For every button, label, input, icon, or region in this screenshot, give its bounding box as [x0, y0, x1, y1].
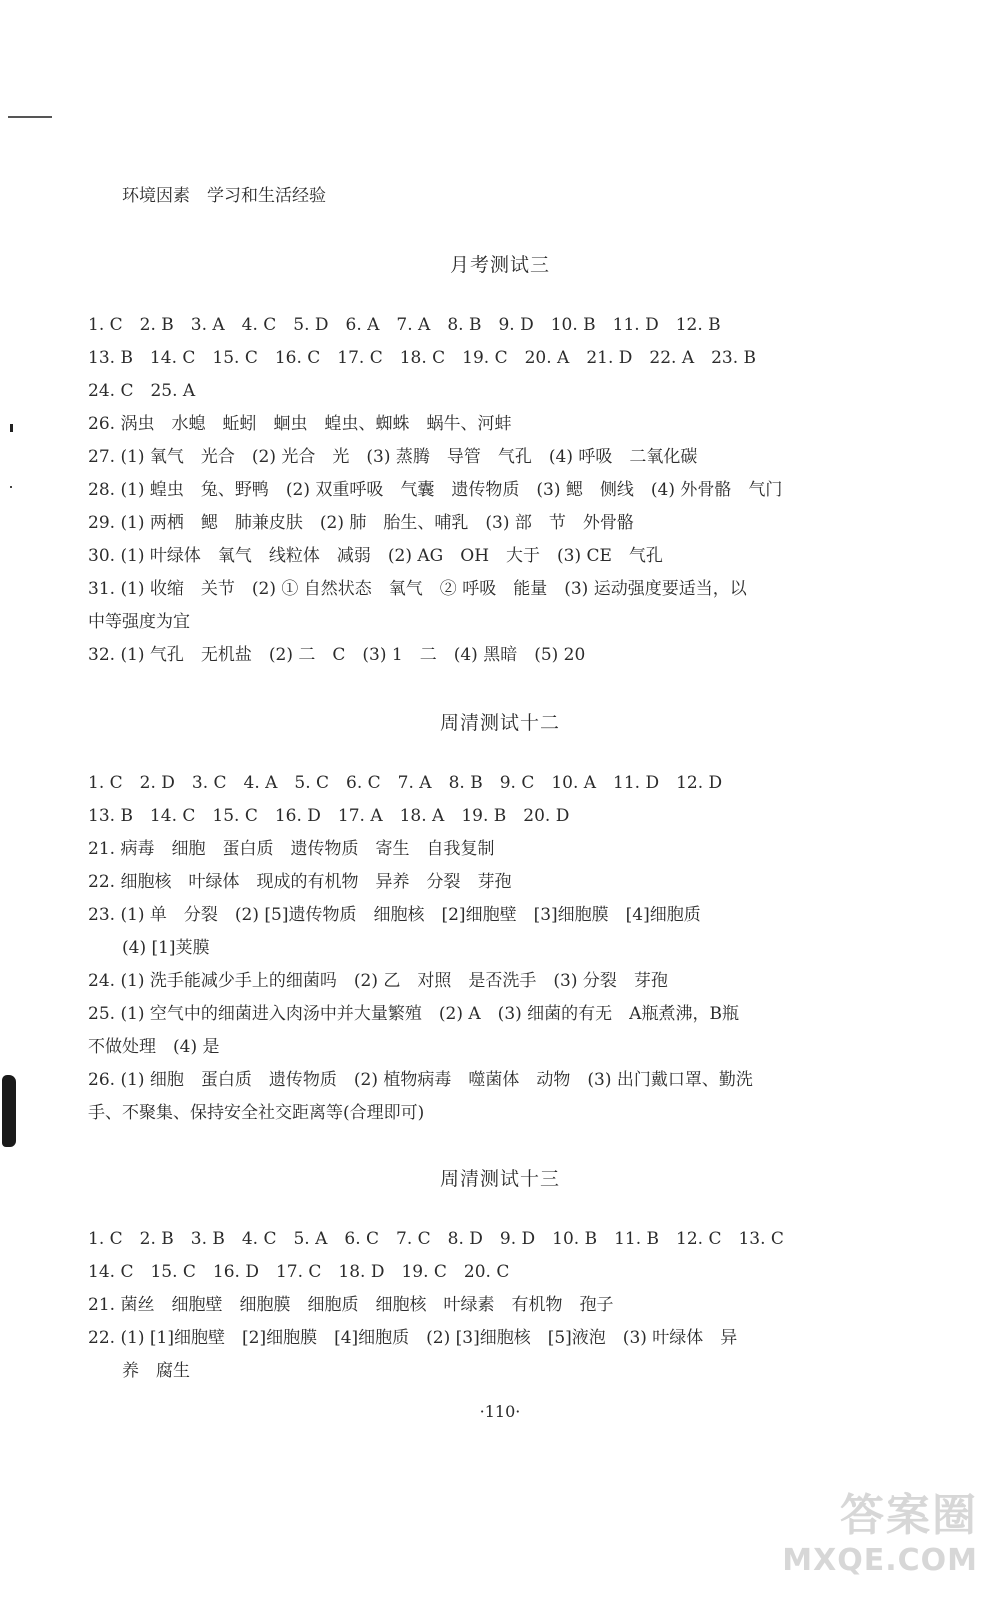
- answer-line: 24. C 25. A: [88, 381, 196, 401]
- intro-line: 环境因素 学习和生活经验: [122, 186, 326, 206]
- scan-speck: [10, 424, 13, 432]
- scan-speck: [10, 486, 12, 488]
- answer-line: 22. (1) [1]细胞壁 [2]细胞膜 [4]细胞质 (2) [3]细胞核 [5]液泡 (3) 叶绿体 异: [88, 1328, 738, 1348]
- answer-line: 中等强度为宜: [88, 612, 190, 632]
- watermark-logo-text: 答案圈: [840, 1490, 978, 1541]
- answer-line: 手、不聚集、保持安全社交距离等(合理即可): [88, 1103, 425, 1123]
- answer-line: 13. B 14. C 15. C 16. D 17. A 18. A 19. B 20. D: [88, 806, 570, 826]
- answer-line: 1. C 2. B 3. B 4. C 5. A 6. C 7. C 8. D 9. D 10. B 11. B 12. C 13. C: [88, 1229, 784, 1249]
- answer-line: 22. 细胞核 叶绿体 现成的有机物 异养 分裂 芽孢: [88, 872, 512, 892]
- answer-line: 养 腐生: [122, 1361, 190, 1381]
- answer-line: 1. C 2. B 3. A 4. C 5. D 6. A 7. A 8. B 9. D 10. B 11. D 12. B: [88, 315, 721, 335]
- answer-line: 1. C 2. D 3. C 4. A 5. C 6. C 7. A 8. B 9. C 10. A 11. D 12. D: [88, 773, 723, 793]
- answer-line: 31. (1) 收缩 关节 (2) ① 自然状态 氧气 ② 呼吸 能量 (3) 运动强度要适当，以: [88, 579, 747, 599]
- scan-binding-shadow: [2, 1075, 16, 1147]
- section-title: 月考测试三: [449, 254, 550, 276]
- answer-line: 30. (1) 叶绿体 氧气 线粒体 减弱 (2) AG OH 大于 (3) CE 气孔: [88, 546, 663, 566]
- answer-line: 32. (1) 气孔 无机盐 (2) 二 C (3) 1 二 (4) 黑暗 (5) 20: [88, 645, 586, 665]
- answer-line: 13. B 14. C 15. C 16. C 17. C 18. C 19. C 20. A 21. D 22. A 23. B: [88, 348, 757, 368]
- answer-line: 26. (1) 细胞 蛋白质 遗传物质 (2) 植物病毒 噬菌体 动物 (3) 出门戴口罩、勤洗: [88, 1070, 753, 1090]
- answer-line: 21. 菌丝 细胞壁 细胞膜 细胞质 细胞核 叶绿素 有机物 孢子: [88, 1295, 614, 1315]
- section-title: 周清测试十二: [439, 712, 560, 734]
- answer-line: 不做处理 (4) 是: [88, 1037, 220, 1057]
- answer-line: 24. (1) 洗手能减少手上的细菌吗 (2) 乙 对照 是否洗手 (3) 分裂 芽孢: [88, 971, 668, 991]
- scan-mark-line: [8, 116, 52, 118]
- answer-line: (4) [1]荚膜: [122, 938, 210, 958]
- watermark-domain: MXQE.COM: [782, 1543, 978, 1578]
- watermark: [782, 1479, 978, 1578]
- page-number: ·110·: [479, 1402, 521, 1421]
- answer-line: 26. 涡虫 水螅 蚯蚓 蛔虫 蝗虫、蜘蛛 蜗牛、河蚌: [88, 414, 512, 434]
- answer-line: 25. (1) 空气中的细菌进入肉汤中并大量繁殖 (2) A (3) 细菌的有无 A瓶煮沸，B瓶: [88, 1004, 739, 1024]
- answer-line: 27. (1) 氧气 光合 (2) 光合 光 (3) 蒸腾 导管 气孔 (4) 呼吸 二氧化碳: [88, 447, 698, 467]
- section-title: 周清测试十三: [439, 1168, 560, 1190]
- answer-line: 14. C 15. C 16. D 17. C 18. D 19. C 20. C: [88, 1262, 510, 1282]
- answer-line: 29. (1) 两栖 鳃 肺兼皮肤 (2) 肺 胎生、哺乳 (3) 部 节 外骨骼: [88, 513, 634, 533]
- answer-line: 21. 病毒 细胞 蛋白质 遗传物质 寄生 自我复制: [88, 839, 495, 859]
- answer-line: 28. (1) 蝗虫 兔、野鸭 (2) 双重呼吸 气囊 遗传物质 (3) 鳃 侧线 (4) 外骨骼 气门: [88, 480, 783, 500]
- answer-line: 23. (1) 单 分裂 (2) [5]遗传物质 细胞核 [2]细胞壁 [3]细胞膜 [4]细胞质: [88, 905, 701, 925]
